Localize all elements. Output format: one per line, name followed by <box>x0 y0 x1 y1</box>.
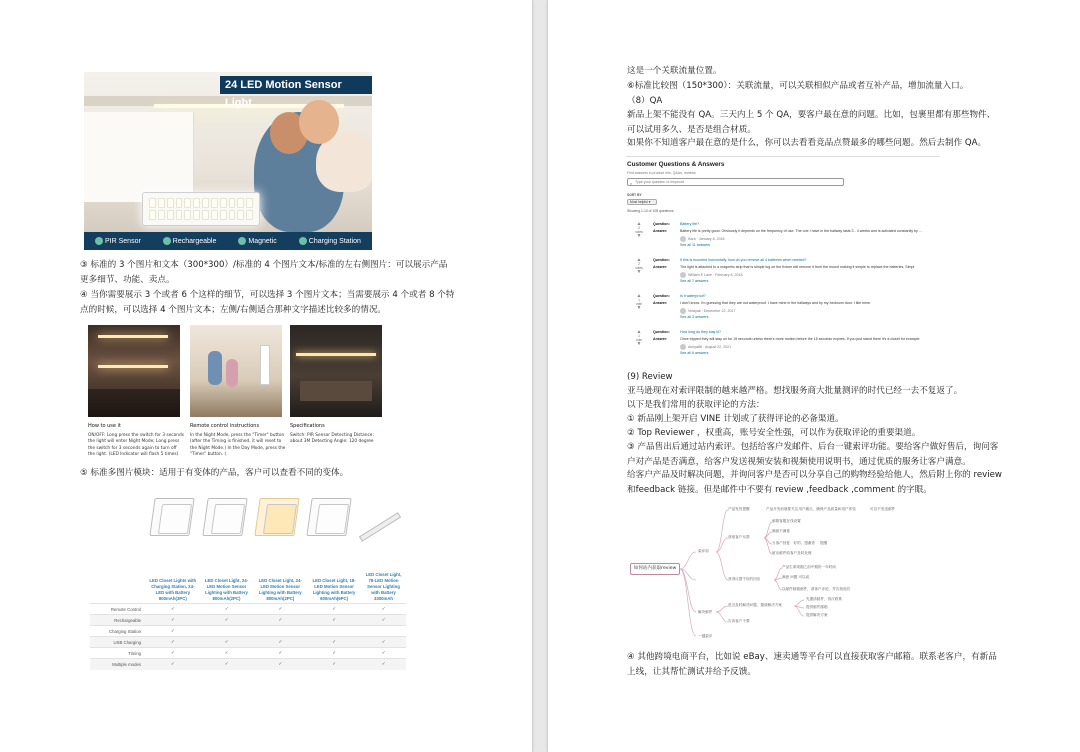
tile-caption-3: Specifications Switch: PIR Sensor Detecting Distance: about 3M Detecting Angle: 120 degree <box>290 423 374 444</box>
tile-caption-2: Remote control instructions In the Night Mode, press the "Timer" button (after the Timing is finished, it will reset to the Night Mode.) In the Day Mode, press the "Timer" button. ( <box>190 423 286 457</box>
avatar <box>680 308 686 314</box>
mindmap-node: 产品发货提醒 <box>728 507 750 511</box>
divider <box>626 156 940 157</box>
mindmap-leaf: 留出邮件给客户及时处理 <box>772 551 812 555</box>
mindmap-node: 获得反馈不好的回应 <box>728 577 761 581</box>
search-icon: ⌕ <box>630 180 633 186</box>
qa-answer: Once tripped they will stay on for 15 seconds unless there's more motion before the 15 seconds expires. If you just stand there it's a closet for example <box>680 337 920 341</box>
mindmap-branch-3: 一键索评 <box>698 634 713 638</box>
mindmap-node: 是否及时解决问题，邀请解决方案 <box>728 603 782 607</box>
comparison-col-4[interactable]: LED Closet Light, 18-LED Motion Sensor Lighting with Battery 600mAh(6PC) <box>312 578 356 601</box>
feature-bar <box>84 232 372 250</box>
vote-widget[interactable]: ▲ 2 votes ▼ <box>632 258 646 274</box>
table-row: Charging Station ✓ <box>90 626 406 637</box>
tile-image-1 <box>88 325 180 417</box>
mindmap-leaf: 提供邮件邮箱 <box>806 605 828 609</box>
child-head <box>299 100 339 144</box>
qa-answer: Battery life is pretty good. Obviously it depends on the frequency of use. The one I have in the hallway lasts 3 - 4 weeks and is activated constantly by ... <box>680 229 922 233</box>
led-grid <box>149 198 253 220</box>
review-mindmap <box>624 502 950 642</box>
mindmap-leaf: 先邀请邮件，再次联系 <box>806 597 842 601</box>
mindmap-leaf: 满意不满意 <box>772 529 790 533</box>
tile-image-2 <box>190 325 282 417</box>
right-line-8: 以下是我们常用的获取评论的方法： <box>627 400 765 410</box>
paragraph-3: ③ 标准的 3 个图片和文本（300*300）/标准的 4 个图片文本/标准的左右侧图片：可以展示产品更多细节、功能、卖点。 <box>80 260 448 285</box>
comparison-col-5[interactable]: LED Closet Light, 78-LED Motion Sensor Lighting with Battery 3300mAh <box>365 572 402 601</box>
sort-dropdown[interactable]: Most helpful ▾ <box>627 199 657 205</box>
paragraph-5: ⑤ 标准多图片模块：适用于有变体的产品，客户可以查看不同的变体。 <box>80 468 349 478</box>
mindmap-branch-2: 解决邮件 <box>698 610 713 614</box>
qa-item: ▲ 1 vote ▼ Question: Is it waterproof? Answer: I don't know. I'm guessing that they are not waterproof. I have mine in the hallways and by my bedroom door. I like mine. Vinayak · December 22, 2017 See all 3 answers <box>626 294 944 328</box>
variant-image-1 <box>146 490 198 544</box>
avatar <box>680 236 686 242</box>
comparison-col-3[interactable]: LED Closet Light, 24-LED Motion Sensor Lighting with Battery 800mAh(2PC) <box>258 578 302 601</box>
upvote-icon: ▲ <box>636 221 642 227</box>
see-all-answers-link[interactable]: See all 7 answers <box>680 279 709 283</box>
battery-icon <box>163 237 171 245</box>
see-all-answers-link[interactable]: See all 11 answers <box>680 243 711 247</box>
vote-widget[interactable]: ▲ 1 vote ▼ <box>632 294 646 310</box>
right-line-13: ④ 其他跨境电商平台，比如说 eBay、速卖通等平台可以直接获取客户邮箱。联系老客户，有新品上线，让其帮忙测试并给予反馈。 <box>627 652 997 677</box>
upvote-icon: ▲ <box>636 329 642 335</box>
right-line-4: 新品上架不能没有 QA。三天内上 5 个 QA，要客户最在意的问题。比如，包裹里都有那些物件、可以试用多久、是否是组合材质。 <box>627 110 996 135</box>
variant-image-4 <box>303 490 355 544</box>
mindmap-root: 如何站内获取review <box>630 563 680 575</box>
qa-question-link[interactable]: How long do they stay lit? <box>680 330 721 334</box>
comparison-col-2[interactable]: LED Closet Light, 24-LED Motion Sensor Lighting with Battery 800mAh(2PC) <box>204 578 249 601</box>
mindmap-leaf: 产品开发前就要关注用户痛点，确保产品质量和用户体验 <box>766 507 856 511</box>
paragraph-4: ④ 当你需要展示 3 个或者 6 个这样的细节，可以选择 3 个图片文本；当需要展示 4 个或者 8 个特点的时候，可以选择 4 个图片文本；左侧/右侧适合那种文字描述比较多的情况。 <box>80 290 455 315</box>
comparison-col-1[interactable]: LED Closet Lights with Charging Station, 24-LED with Battery 800mAh(3PC) <box>149 578 197 601</box>
qa-item: ▲ 2 votes ▼ Question: Battery life? Answer: Battery life is pretty good. Obviously it depends on the frequency of use. The one I have in the hallway lasts 3 - 4 weeks and is activated constantly by ... Kara · January 8, 2018 See all 11 answers <box>626 222 944 256</box>
qa-question-link[interactable]: If this is mounted horizontally, how do you remove all 4 batteries when needed? <box>680 258 807 262</box>
qa-meta: William E Lane · February 8, 2018 <box>680 272 743 278</box>
right-line-9: ① 新品刚上架开启 VINE 计划或了获得评论的必备渠道。 <box>627 414 844 424</box>
feature-rechargeable: Rechargeable <box>163 237 217 245</box>
downvote-icon: ▼ <box>636 305 642 311</box>
mindmap-leaf: 可以不发送邮件 <box>870 507 896 511</box>
qa-subtitle: Find answers in product info, Q&As, reviews <box>627 171 696 175</box>
table-row: Multiple modes ✓ ✓ ✓ ✓ ✓ <box>90 659 406 670</box>
downvote-icon: ▼ <box>636 233 642 239</box>
mindmap-leaf: 当客户回复：好的，感谢你 <box>772 541 816 545</box>
kitchen-cabinet <box>84 112 194 202</box>
qa-title: Customer Questions & Answers <box>627 161 725 168</box>
see-all-answers-link[interactable]: See all 6 answers <box>680 351 709 355</box>
feature-pir: PIR Sensor <box>95 237 141 245</box>
vote-widget[interactable]: ▲ 2 votes ▼ <box>632 222 646 238</box>
downvote-icon: ▼ <box>636 269 642 275</box>
feature-charging: Charging Station <box>299 237 361 245</box>
table-row: Remote Control ✓ ✓ ✓ ✓ ✓ <box>90 604 406 615</box>
mindmap-leaf: 提供解决方案 <box>806 613 828 617</box>
tile-image-3 <box>290 325 382 417</box>
qa-count: Showing 1-10 of 108 questions <box>627 209 674 213</box>
downvote-icon: ▼ <box>636 341 642 347</box>
mindmap-branch-1: 索评前 <box>698 549 709 553</box>
variant-image-5 <box>355 490 407 544</box>
qa-meta: Kara · January 8, 2018 <box>680 236 725 242</box>
qa-item: ▲ 1 vote ▼ Question: How long do they stay lit? Answer: Once tripped they will stay on for 15 seconds unless there's more motion before the 15 seconds expires. If you just stand there it's a closet for example Amiya88 · August 22, 2021 See all 6 answers <box>626 330 944 364</box>
right-line-11: ③ 产品售出后通过站内索评。包括给客户发邮件、后台一键索评功能。要给客户做好售后，询问客户对产品是否满意，给客户发送视频安装和视频使用说明书，通过优质的服务让客户满意。 <box>627 442 999 467</box>
qa-meta: Vinayak · December 22, 2017 <box>680 308 735 314</box>
mindmap-node: 告诉客户不要 <box>728 619 750 623</box>
sort-label: SORT BY <box>627 193 642 197</box>
qa-question-link[interactable]: Battery life? <box>680 222 699 226</box>
right-line-3: （8）QA <box>627 96 663 106</box>
qa-answer: The light is attached to a magnetic strip that is simple lug on the fixture will remove it from the mount making it simple to replace the batteries. Simpl <box>680 265 915 269</box>
hero-banner-title: 24 LED Motion Sensor Light <box>220 76 372 94</box>
feature-magnetic: Magnetic <box>238 237 276 245</box>
left-page <box>0 0 532 752</box>
right-line-2: ⑥标准比较图（150*300）：关联流量，可以关联相似产品或者互补产品，增加流量入口。 <box>627 81 969 91</box>
variant-image-2 <box>199 490 251 544</box>
upvote-icon: ▲ <box>636 293 642 299</box>
mindmap-leaf: 邮箱客服在线设置 <box>772 519 801 523</box>
tile-caption-1: How to use it ON/OFF: Long press the switch for 3 seconds the light will enter Night Mode; Long press the switch for 3 seconds again to turn off the light. (LED Indicator will flash 5 times) <box>88 423 184 457</box>
right-line-12: 给客户产品及时解决问题，并询问客户是否可以分享自己的购物经验给他人，然后附上你的 review 和feedback 链接。但是邮件中不要有 review ,feedback ,comment 的字眼。 <box>627 470 1002 495</box>
plug-icon <box>299 237 307 245</box>
mindmap-leaf: 产品生命周期之前中期的一年时间 <box>782 565 836 569</box>
magnet-icon <box>238 237 246 245</box>
variant-image-3 <box>251 490 303 544</box>
right-line-6: (9) Review <box>627 372 673 382</box>
right-line-1: 这是一个关联流量位置。 <box>627 66 722 76</box>
customer-qa-screenshot <box>626 156 944 368</box>
see-all-answers-link[interactable]: See all 3 answers <box>680 315 709 319</box>
mindmap-node: 获取客户反馈 <box>728 535 750 539</box>
vote-widget[interactable]: ▲ 1 vote ▼ <box>632 330 646 346</box>
avatar <box>680 344 686 350</box>
qa-item: ▲ 2 votes ▼ Question: If this is mounted horizontally, how do you remove all 4 batteries when needed? Answer: The light is attached to a magnetic strip that is simple lug on the fixture will remove it from the mount making it simple to replace the batteries. Simpl William E Lane · February 8, 2018 See all 7 answers <box>626 258 944 292</box>
mindmap-leaf: 提醒 <box>820 541 828 545</box>
qa-answer: I don't know. I'm guessing that they are not waterproof. I have mine in the hallways and by my bedroom door. I like mine. <box>680 301 871 305</box>
right-line-5: 如果你不知道客户最在意的是什么，你可以去看看竞品点赞最多的哪些问题。然后去制作 QA。 <box>627 138 987 148</box>
table-row: Rechargeable ✓ ✓ ✓ ✓ ✓ <box>90 615 406 626</box>
motion-sensor-light-device <box>142 192 260 226</box>
qa-search-input[interactable]: ⌕ Type your question or keyword <box>627 178 844 186</box>
mindmap-leaf: 满意 问题 可以说 <box>782 575 810 579</box>
qa-meta: Amiya88 · August 22, 2021 <box>680 344 731 350</box>
right-line-10: ② Top Reviewer ，权重高，账号安全性强，可以作为获取评论的重要渠道。 <box>627 428 921 438</box>
sensor-icon <box>95 237 103 245</box>
product-hero-image <box>84 72 372 250</box>
qa-question-link[interactable]: Is it waterproof? <box>680 294 706 298</box>
table-row: USB Charging ✓ ✓ ✓ ✓ ✓ <box>90 637 406 648</box>
right-line-7: 亚马逊现在对索评限制的越来越严格。想找服务商大批量测评的时代已经一去不复返了。 <box>627 386 963 396</box>
avatar <box>680 272 686 278</box>
comparison-table <box>90 571 406 670</box>
upvote-icon: ▲ <box>636 257 642 263</box>
mindmap-leaf: 以邮件邮箱邮件，请客户评论，并告知他们 <box>782 587 851 591</box>
table-row: Timing ✓ ✓ ✓ ✓ ✓ <box>90 648 406 659</box>
